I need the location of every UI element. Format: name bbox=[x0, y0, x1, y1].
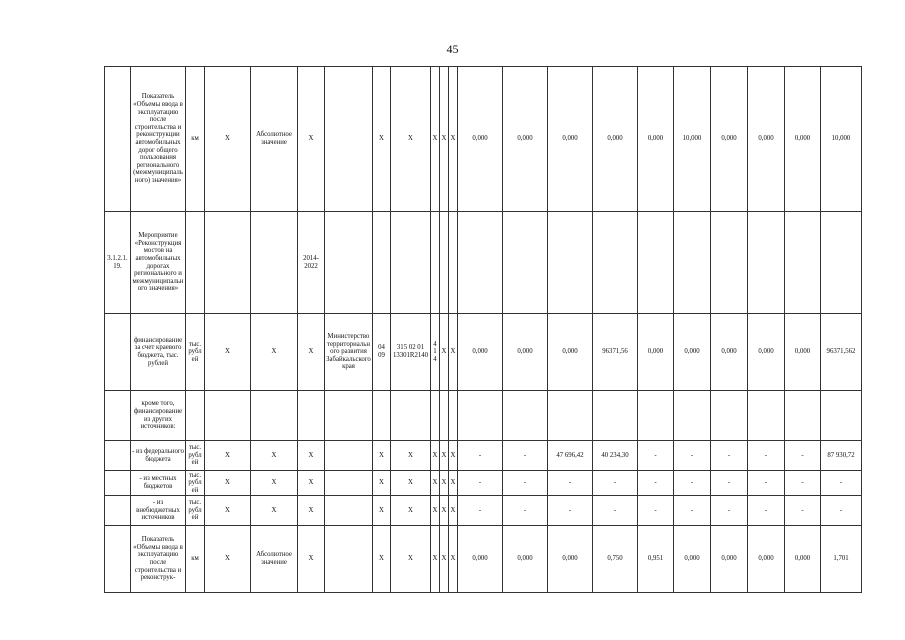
cell-c3: X bbox=[205, 526, 251, 593]
value-cell: 96371,562 bbox=[821, 314, 862, 391]
value-cell bbox=[638, 212, 674, 314]
value-cell: - bbox=[785, 496, 821, 526]
value-cell: - bbox=[593, 471, 638, 496]
cell-c8: X bbox=[391, 441, 431, 471]
cell-c4: Абсолютное значение bbox=[251, 526, 298, 593]
value-cell bbox=[748, 212, 785, 314]
cell-name: - из федерального бюджета bbox=[131, 441, 186, 471]
cell-c4 bbox=[251, 212, 298, 314]
value-cell: - bbox=[503, 471, 548, 496]
cell-num bbox=[105, 441, 131, 471]
cell-c11: X bbox=[449, 471, 458, 496]
cell-c7: X bbox=[373, 496, 391, 526]
table-row bbox=[105, 212, 862, 314]
cell-c4: X bbox=[251, 471, 298, 496]
value-cell: 47 696,42 bbox=[548, 441, 593, 471]
value-cell: 0,000 bbox=[593, 67, 638, 212]
cell-c3: X bbox=[205, 314, 251, 391]
cell-name: кроме того, финансирование из других источников: bbox=[131, 391, 186, 441]
value-cell: 0,000 bbox=[711, 526, 748, 593]
value-cell: 0,000 bbox=[674, 314, 711, 391]
cell-c5 bbox=[298, 391, 325, 441]
cell-c11: X bbox=[449, 314, 458, 391]
cell-c6 bbox=[325, 471, 373, 496]
cell-c8 bbox=[391, 391, 431, 441]
cell-c8: X bbox=[391, 471, 431, 496]
value-cell: - bbox=[748, 441, 785, 471]
value-cell: 0,000 bbox=[785, 67, 821, 212]
value-cell: - bbox=[674, 496, 711, 526]
cell-c7: X bbox=[373, 67, 391, 212]
cell-c6 bbox=[325, 67, 373, 212]
cell-c8: X bbox=[391, 496, 431, 526]
cell-c7: X bbox=[373, 526, 391, 593]
cell-c6 bbox=[325, 441, 373, 471]
cell-c11 bbox=[449, 391, 458, 441]
cell-c11: X bbox=[449, 67, 458, 212]
cell-c10: X bbox=[440, 314, 449, 391]
value-cell: 0,000 bbox=[748, 67, 785, 212]
value-cell: - bbox=[638, 496, 674, 526]
cell-c11: X bbox=[449, 526, 458, 593]
value-cell: - bbox=[785, 471, 821, 496]
cell-name: финансирование за счет краевого бюджета, тыс. рублей bbox=[131, 314, 186, 391]
value-cell: 1,701 bbox=[821, 526, 862, 593]
value-cell: 0,000 bbox=[785, 314, 821, 391]
cell-name: Показатель «Объемы ввода в эксплуатацию после строительства и реконструк- bbox=[131, 526, 186, 593]
table-row bbox=[105, 496, 862, 526]
value-cell: 96371,56 bbox=[593, 314, 638, 391]
value-cell bbox=[458, 391, 503, 441]
table-row bbox=[105, 526, 862, 593]
value-cell: - bbox=[821, 496, 862, 526]
cell-c10: X bbox=[440, 441, 449, 471]
value-cell: - bbox=[458, 496, 503, 526]
value-cell bbox=[674, 391, 711, 441]
cell-unit: тыс. рублей bbox=[186, 471, 205, 496]
value-cell: 10,000 bbox=[821, 67, 862, 212]
value-cell: - bbox=[593, 496, 638, 526]
value-cell: - bbox=[748, 471, 785, 496]
cell-c7: X bbox=[373, 471, 391, 496]
cell-c7 bbox=[373, 212, 391, 314]
cell-c5: X bbox=[298, 496, 325, 526]
value-cell: - bbox=[748, 496, 785, 526]
cell-c10 bbox=[440, 391, 449, 441]
cell-c9: X bbox=[431, 526, 440, 593]
value-cell: - bbox=[458, 441, 503, 471]
cell-unit: тыс. рублей bbox=[186, 314, 205, 391]
value-cell: - bbox=[711, 441, 748, 471]
value-cell bbox=[593, 212, 638, 314]
value-cell: - bbox=[711, 471, 748, 496]
cell-c8 bbox=[391, 212, 431, 314]
value-cell: 0,750 bbox=[593, 526, 638, 593]
page-number: 45 bbox=[446, 42, 459, 56]
value-cell: 87 930,72 bbox=[821, 441, 862, 471]
value-cell bbox=[503, 212, 548, 314]
cell-c5: X bbox=[298, 441, 325, 471]
cell-c6 bbox=[325, 526, 373, 593]
cell-c4: X bbox=[251, 496, 298, 526]
cell-c7 bbox=[373, 391, 391, 441]
value-cell: 0,000 bbox=[785, 526, 821, 593]
cell-c6 bbox=[325, 212, 373, 314]
cell-c9: X bbox=[431, 471, 440, 496]
cell-c11 bbox=[449, 212, 458, 314]
cell-c4: Абсолютное значение bbox=[251, 67, 298, 212]
value-cell: - bbox=[548, 496, 593, 526]
value-cell bbox=[548, 212, 593, 314]
table-row bbox=[105, 314, 862, 391]
cell-c8: X bbox=[391, 67, 431, 212]
cell-unit: км bbox=[186, 67, 205, 212]
cell-c8: 315 02 01 13301R2140 bbox=[391, 314, 431, 391]
cell-c10: X bbox=[440, 526, 449, 593]
cell-name: Мероприятие «Реконструкция мостов на автомобильных дорогах регионального и межмуниципального значения» bbox=[131, 212, 186, 314]
value-cell: 0,000 bbox=[748, 314, 785, 391]
cell-num bbox=[105, 67, 131, 212]
cell-c5: X bbox=[298, 67, 325, 212]
cell-num bbox=[105, 391, 131, 441]
value-cell: - bbox=[821, 471, 862, 496]
value-cell bbox=[821, 212, 862, 314]
value-cell bbox=[785, 212, 821, 314]
cell-num: 3.1.2.1.19. bbox=[105, 212, 131, 314]
cell-c10: X bbox=[440, 496, 449, 526]
cell-c6 bbox=[325, 391, 373, 441]
value-cell: 0,000 bbox=[638, 67, 674, 212]
value-cell: 0,000 bbox=[458, 314, 503, 391]
cell-unit bbox=[186, 391, 205, 441]
cell-c10: X bbox=[440, 67, 449, 212]
cell-name: - из внебюджетных источников bbox=[131, 496, 186, 526]
cell-unit: тыс. рублей bbox=[186, 441, 205, 471]
value-cell: - bbox=[638, 441, 674, 471]
value-cell: - bbox=[711, 496, 748, 526]
value-cell bbox=[711, 391, 748, 441]
value-cell: 0,000 bbox=[458, 526, 503, 593]
cell-c3: X bbox=[205, 471, 251, 496]
value-cell: 0,000 bbox=[548, 526, 593, 593]
cell-c3: X bbox=[205, 67, 251, 212]
cell-name: - из местных бюджетов bbox=[131, 471, 186, 496]
value-cell: - bbox=[785, 441, 821, 471]
value-cell: - bbox=[503, 441, 548, 471]
cell-name: Показатель «Объемы ввода в эксплуатацию после строительства и реконструкции автомобильных дорог общего пользования регионального (межмуниципального) значения» bbox=[131, 67, 186, 212]
cell-c9: X bbox=[431, 67, 440, 212]
cell-c7: 04 09 bbox=[373, 314, 391, 391]
table-row bbox=[105, 67, 862, 212]
value-cell: - bbox=[638, 471, 674, 496]
cell-c11: X bbox=[449, 496, 458, 526]
value-cell: 0,000 bbox=[748, 526, 785, 593]
table-row bbox=[105, 391, 862, 441]
value-cell bbox=[548, 391, 593, 441]
value-cell: - bbox=[503, 496, 548, 526]
value-cell: 0,000 bbox=[503, 526, 548, 593]
cell-c6 bbox=[325, 496, 373, 526]
value-cell: 0,000 bbox=[638, 314, 674, 391]
value-cell: - bbox=[548, 471, 593, 496]
value-cell bbox=[674, 212, 711, 314]
cell-c3 bbox=[205, 212, 251, 314]
value-cell bbox=[711, 212, 748, 314]
cell-c3: X bbox=[205, 496, 251, 526]
cell-c5: 2014-2022 bbox=[298, 212, 325, 314]
value-cell bbox=[458, 212, 503, 314]
cell-c8: X bbox=[391, 526, 431, 593]
cell-unit: тыс. рублей bbox=[186, 496, 205, 526]
cell-c3: X bbox=[205, 441, 251, 471]
value-cell bbox=[593, 391, 638, 441]
value-cell: 0,000 bbox=[503, 67, 548, 212]
cell-unit: км bbox=[186, 526, 205, 593]
cell-num bbox=[105, 471, 131, 496]
cell-c5: X bbox=[298, 471, 325, 496]
value-cell: 0,000 bbox=[548, 67, 593, 212]
value-cell: 40 234,30 bbox=[593, 441, 638, 471]
value-cell: 0,951 bbox=[638, 526, 674, 593]
value-cell: - bbox=[458, 471, 503, 496]
cell-c4: X bbox=[251, 441, 298, 471]
cell-c11: X bbox=[449, 441, 458, 471]
cell-c9: X bbox=[431, 496, 440, 526]
value-cell bbox=[503, 391, 548, 441]
value-cell bbox=[785, 391, 821, 441]
value-cell: 0,000 bbox=[458, 67, 503, 212]
table-row bbox=[105, 471, 862, 496]
cell-c4: X bbox=[251, 314, 298, 391]
value-cell bbox=[748, 391, 785, 441]
value-cell: - bbox=[674, 441, 711, 471]
cell-c5: X bbox=[298, 526, 325, 593]
table-row bbox=[105, 441, 862, 471]
cell-c9: X bbox=[431, 441, 440, 471]
value-cell: 0,000 bbox=[711, 314, 748, 391]
cell-c7: X bbox=[373, 441, 391, 471]
cell-num bbox=[105, 496, 131, 526]
program-table bbox=[104, 66, 862, 593]
cell-c10 bbox=[440, 212, 449, 314]
cell-num bbox=[105, 314, 131, 391]
value-cell: 0,000 bbox=[674, 526, 711, 593]
value-cell: 10,000 bbox=[674, 67, 711, 212]
value-cell: 0,000 bbox=[711, 67, 748, 212]
value-cell: 0,000 bbox=[503, 314, 548, 391]
cell-c9 bbox=[431, 212, 440, 314]
cell-num bbox=[105, 526, 131, 593]
value-cell bbox=[638, 391, 674, 441]
value-cell bbox=[821, 391, 862, 441]
cell-c6: Министерство территориального развития Забайкальского края bbox=[325, 314, 373, 391]
cell-c9 bbox=[431, 391, 440, 441]
cell-unit bbox=[186, 212, 205, 314]
cell-c5: X bbox=[298, 314, 325, 391]
cell-c4 bbox=[251, 391, 298, 441]
cell-c3 bbox=[205, 391, 251, 441]
cell-c10: X bbox=[440, 471, 449, 496]
value-cell: 0,000 bbox=[548, 314, 593, 391]
cell-c9: 414 bbox=[431, 314, 440, 391]
value-cell: - bbox=[674, 471, 711, 496]
